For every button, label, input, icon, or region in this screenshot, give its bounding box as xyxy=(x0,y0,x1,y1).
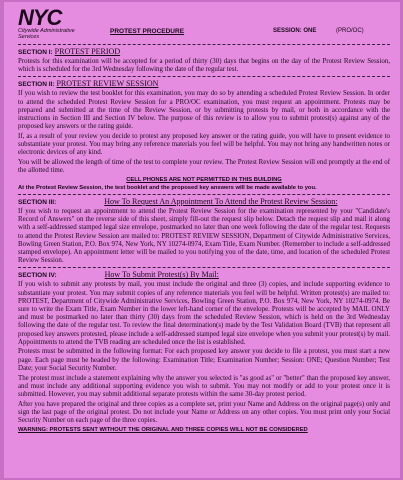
section-title: How To Request An Appointment To Attend the Protest Review Session: xyxy=(104,196,338,206)
document-title: PROTEST PROCEDURE xyxy=(110,28,185,35)
warning-notice: WARNING: PROTESTS SENT WITHOUT THE ORIGINAL AND THREE COPIES WILL NOT BE CONSIDERED xyxy=(18,426,308,433)
divider xyxy=(18,44,390,45)
nyc-logo xyxy=(18,5,90,40)
section-label: SECTION IV: xyxy=(18,272,57,280)
section-title: How To Submit Protest(s) By Mail: xyxy=(104,270,219,280)
section-4-paragraph-2: Protests must be submitted in the following format: For each proposed key answer you decide to file a protest, you must start a new page. Each page must be headed by the following: Examination Title; Examination Number; Session: ONE; Question Number; Test Date; your Social Security Number. xyxy=(18,348,390,372)
exam-code: (PRO/OC) xyxy=(336,28,364,34)
section-label: SECTION III: xyxy=(18,198,57,206)
section-1-heading xyxy=(18,47,390,58)
section-4-paragraph-3: The protest must include a statement explaining why the answer you selected is "as good as" or "better" than the proposed key answer, and must include any additional supporting evidence you wish to submit. You may not modify or add to your protest once it is submitted. However, you may submit additional separate protests within the same 30-day protest period. xyxy=(18,374,390,398)
page-header xyxy=(18,5,390,42)
logo-sub-2: Services xyxy=(18,34,40,40)
section-3-heading xyxy=(18,197,390,208)
section-4-paragraph-4: After you have prepared the original and three copies as a complete set, print your Name and Address on the original page(s) only and sign the last page of the original protest. Do not include your Name or Address on any other copies. You must print only your Social Security Number on each page of the three copies. xyxy=(18,400,390,425)
logo-mark: NYC xyxy=(18,5,62,30)
section-label: SECTION I: xyxy=(18,49,53,56)
section-title: PROTEST REVIEW SESSION xyxy=(56,79,159,89)
section-label: SECTION II: xyxy=(18,81,55,89)
section-3-paragraph: If you wish to request an appointment to attend the Protest Review Session for the examination represented by your "Candidate's Record of Answers" on the reverse side of this sheet, simply fill-out the request slip below. Detach the request slip and mail it along with a self-addressed stamped legal size envelope, postmarked no later than one week following the date of the regular test. Requests to attend the Protest Review Session are mailed to: PROTEST REVIEW SESSION, Department of Citywide Administrative Services, Bowling Green Station, P.O. Box 974, New York, NY 10274-0974, Exam Title, Exam Number. (Remember to include a self-addressed stamped envelope). An appointment letter will be mailed to you notifying you of the date, time, and location of the scheduled Protest Review Session. xyxy=(18,207,390,265)
section-4-paragraph-1: If you wish to submit any protests by mail, you must include the original and three (3) copies, and include supporting evidence to substantiate your protest. You may submit copies of any reference materials you feel will be helpful. Written protest(s) are mailed to: PROTEST, Department of Citywide Administrative Services, Bowling Green Station, P.O. Box 974, New York, NY 10274-0974. Be sure to write the Exam Title, Exam Number in the lower left-hand corner of the envelope. Protests will be accepted by MAIL ONLY and must be postmarked no later than thirty (30) days from the scheduled Review Session, which is held on the 3rd Wednesday following the date of the regular test. To review the final determination(s) made by the Test Validation Board (TVB) that represent all proposed key answers protested, please include a self-addressed stamped legal size envelope when you submit your protest(s) by mail. Appointments to attend the TVB reading are scheduled once the list is established. xyxy=(18,281,390,346)
divider xyxy=(18,76,390,77)
section-2-paragraph-2: If, as a result of your review you decide to protest any proposed key answer or the rating guide, you will have to present evidence to substantiate your protest. You may bring any reference materials you feel will be helpful. You may not bring any handwritten notes or electronic devices of any kind. xyxy=(18,132,390,157)
section-2-heading xyxy=(18,79,390,90)
cell-phone-notice: CELL PHONES ARE NOT PERMITTED IN THIS BUILDING xyxy=(126,176,282,183)
section-4-heading xyxy=(18,270,390,281)
document-page xyxy=(4,2,400,478)
divider xyxy=(18,267,390,268)
session-note: At the Protest Review Session, the test booklet and the proposed key answers will be made available to you. xyxy=(18,184,317,191)
logo-sub-1: Citywide Administrative xyxy=(18,28,75,34)
section-2-paragraph-3: You will be allowed the length of time of the test to complete your review. The Protest Review Session will end promptly at the end of the allotted time. xyxy=(18,159,390,175)
session-label: SESSION: ONE xyxy=(273,28,317,34)
section-1-paragraph: Protests for this examination will be accepted for a period of thirty (30) days that begins on the day of the Protest Review Session, which is scheduled for the 3rd Wednesday following the date of the regular test. xyxy=(18,58,390,74)
section-2-paragraph-1: If you wish to review the test booklet for this examination, you may do so by attending a scheduled Protest Review Session. In order to attend the scheduled Protest Review Session for a PRO/OC examination, you must request an appointment. Protests may be prepared and submitted at the time of the Review Session, or by submitting protests by mail, or both in accordance with the instructions in Section III and Section IV below. The purpose of this review is to allow you to submit protest(s) against any of the proposed key answers or the rating guide. xyxy=(18,90,390,131)
section-title: PROTEST PERIOD xyxy=(54,47,121,56)
divider xyxy=(18,194,390,195)
